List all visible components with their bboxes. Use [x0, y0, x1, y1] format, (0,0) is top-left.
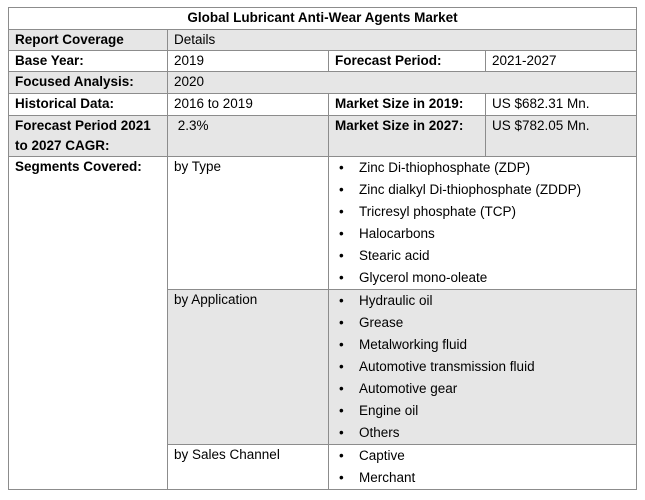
base-year-label: Base Year:: [9, 51, 168, 72]
list-item: • Metalworking fluid: [335, 334, 630, 356]
base-year-value: 2019: [168, 51, 329, 72]
market-size-2019-value: US $682.31 Mn.: [486, 94, 637, 116]
list-item: • Zinc dialkyl Di-thiophosphate (ZDDP): [335, 179, 630, 201]
list-item: • Automotive transmission fluid: [335, 356, 630, 378]
by-sales-channel-list: [335, 445, 630, 489]
list-item: • Grease: [335, 312, 630, 334]
market-size-2027-value: US $782.05 Mn.: [486, 116, 637, 157]
market-size-2027-label: Market Size in 2027:: [329, 116, 486, 157]
list-item: • Automotive gear: [335, 378, 630, 400]
segment-by-type-label: by Type: [168, 157, 329, 290]
list-item: • Stearic acid: [335, 245, 630, 267]
historical-data-value: 2016 to 2019: [168, 94, 329, 116]
table-title: Global Lubricant Anti-Wear Agents Market: [9, 8, 637, 30]
details-label: Details: [168, 30, 637, 51]
cagr-value: 2.3%: [168, 116, 329, 157]
by-application-list: [335, 290, 630, 444]
market-report-table: [8, 7, 637, 490]
focused-analysis-label: Focused Analysis:: [9, 72, 168, 94]
market-size-2019-label: Market Size in 2019:: [329, 94, 486, 116]
cagr-label: Forecast Period 2021 to 2027 CAGR:: [9, 116, 168, 157]
list-item: • Engine oil: [335, 400, 630, 422]
historical-data-label: Historical Data:: [9, 94, 168, 116]
list-item: • Zinc Di-thiophosphate (ZDP): [335, 157, 630, 179]
list-item: • Captive: [335, 445, 630, 467]
forecast-period-label: Forecast Period:: [329, 51, 486, 72]
list-item: • Merchant: [335, 467, 630, 489]
list-item: • Halocarbons: [335, 223, 630, 245]
segment-by-application-label: by Application: [168, 290, 329, 445]
list-item: • Glycerol mono-oleate: [335, 267, 630, 289]
list-item: • Hydraulic oil: [335, 290, 630, 312]
list-item: • Tricresyl phosphate (TCP): [335, 201, 630, 223]
forecast-period-value: 2021-2027: [486, 51, 637, 72]
segments-covered-label: Segments Covered:: [9, 157, 168, 490]
report-coverage-label: Report Coverage: [9, 30, 168, 51]
by-type-list: [335, 157, 630, 289]
list-item: • Others: [335, 422, 630, 444]
focused-analysis-value: 2020: [168, 72, 637, 94]
segment-by-sales-channel-label: by Sales Channel: [168, 445, 329, 490]
